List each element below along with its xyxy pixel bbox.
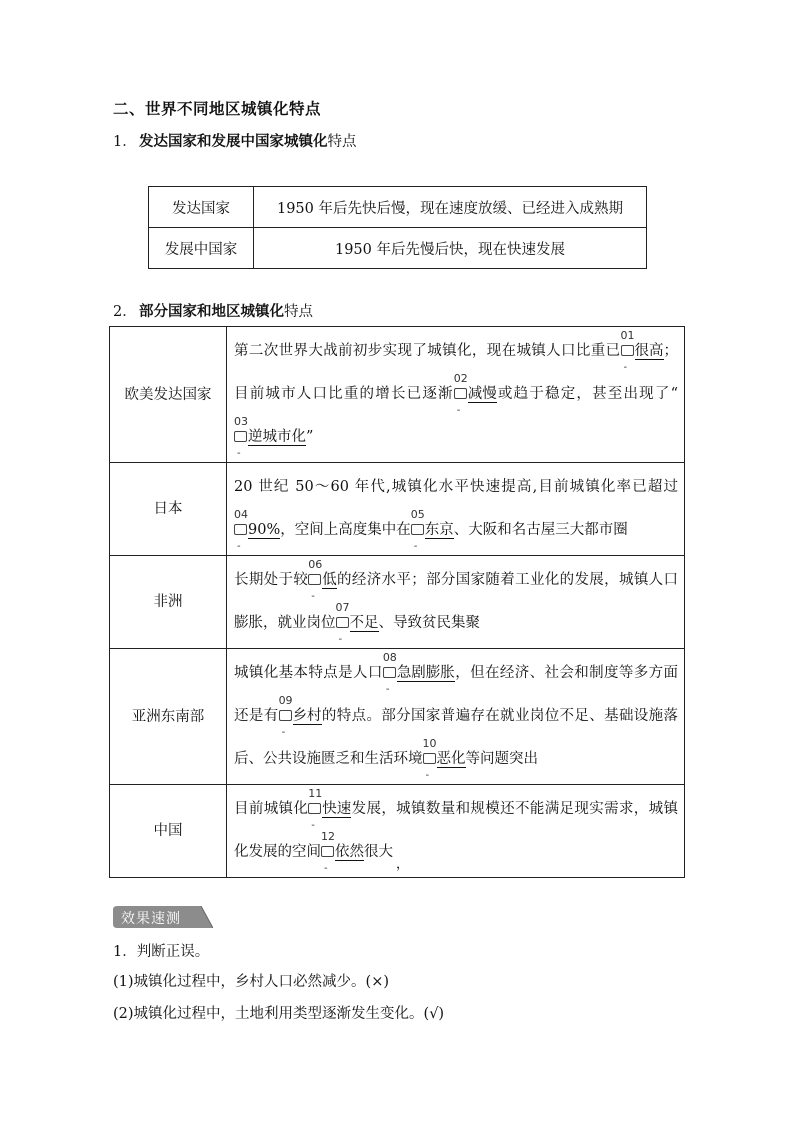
region-content [227,649,685,785]
fill-blank: 06 低 - [308,558,337,602]
region-label: 中国 [110,785,227,878]
quiz-item-2: (2)城镇化过程中，土地利用类型逐渐发生变化。(√) [113,1006,445,1022]
blank-number: 09 [278,694,293,707]
content-text: ；目前城市人口比重的增长已逐渐 [234,343,678,402]
answer-box-icon [234,431,247,442]
comparison-table [148,186,647,269]
region-label: 欧美发达国家 [110,327,227,463]
blank-number: 03 [234,415,248,428]
region-label: 亚洲东南部 [110,649,227,785]
subtitle-1-rest: 特点 [327,134,357,150]
fill-blank: 11 快速 - [308,787,352,831]
blank-answer: 依然 [335,844,364,860]
table-row [110,556,685,649]
fill-blank: 08 急剧膨胀 - [382,651,455,695]
blank-number: 12 [321,830,335,843]
table-row [110,649,685,785]
subtitle-2-rest: 特点 [284,304,313,320]
blank-number: 11 [308,787,323,800]
fill-blank: 02 减慢 - [453,372,497,416]
region-content [227,556,685,649]
regions-table [109,326,685,878]
blank-answer: 逆城市化 [248,429,306,445]
blank-answer: 减慢 [467,386,497,402]
fill-blank: 03 逆城市化 - [234,415,306,459]
blank-answer: 不足 [349,615,379,631]
region-content [227,463,685,556]
fill-blank: 09 乡村 - [278,694,322,738]
content-text: 的特点。部分国家普遍存在就业岗位不足、基础设施落后、公共设施匮乏和生活环境 [234,708,679,767]
blank-number: 04 [234,508,248,521]
content-text: 第二次世界大战前初步实现了城镇化，现在城镇人口比重已 [234,343,621,359]
answer-box-icon [234,524,247,535]
answer-box-icon [423,753,436,764]
quiz-tag [113,906,213,928]
region-label: 日本 [110,463,227,556]
fill-blank: 10 恶化 - [422,737,466,781]
content-text: 目前城镇化 [234,801,309,817]
section-title: 二、世界不同地区城镇化特点 [113,99,322,118]
fill-blank: 07 不足 - [335,601,379,645]
region-content [227,785,685,878]
blank-answer: 恶化 [436,751,466,767]
blank-number: 05 [410,508,425,521]
content-text: 、导致贫民集聚 [378,615,480,631]
fill-blank: 05 东京 - [410,508,454,552]
table-row [149,187,647,228]
content-text: ” [306,429,314,445]
quiz-tag-label: 效果速测 [121,911,181,927]
region-content [227,327,685,463]
answer-box-icon [279,710,292,721]
answer-box-icon [336,617,349,628]
blank-answer: 90% [248,522,281,538]
answer-box-icon [411,524,424,535]
subtitle-1-num: 1． [113,134,137,150]
content-text: 的经济水平；部分国家随着工业化的发展，城镇人口膨胀，就业岗位 [234,572,679,631]
content-text: ，但在经济、社会和制度等多方面还是有 [234,665,679,724]
blank-number: 07 [335,601,350,614]
subtitle-2-num: 2． [113,304,137,320]
blank-answer: 乡村 [292,708,322,724]
content-text: 或趋于稳定，甚至出现了“ [496,386,678,402]
blank-answer: 很高 [634,343,664,359]
table-row [110,463,685,556]
table-row [149,228,647,269]
answer-box-icon [621,345,634,356]
blank-answer: 快速 [322,801,352,817]
quiz-item-1: (1)城镇化过程中，乡村人口必然减少。(×) [113,974,390,990]
content-text: 20 世纪 50～60 年代,城镇化水平快速提高,目前城镇化率已超过 [234,479,678,495]
fill-blank: 04 90% - [234,508,281,552]
stray-comma: ， [396,857,410,872]
answer-box-icon [383,667,396,678]
table-row [110,327,685,463]
content-text: 、大阪和名古屋三大都市圈 [453,522,628,538]
content-text: 城镇化基本特点是人口 [234,665,383,681]
blank-number: 08 [382,651,397,664]
blank-answer: 低 [322,572,337,588]
blank-answer: 东京 [424,522,454,538]
table-cell-label: 发达国家 [149,187,254,228]
blank-answer: 急剧膨胀 [396,665,455,681]
content-text: 等问题突出 [465,751,538,767]
blank-number: 06 [308,558,323,571]
blank-number: 10 [422,737,437,750]
answer-box-icon [321,846,334,857]
table-cell-desc: 1950 年后先慢后快，现在快速发展 [254,228,647,269]
table-cell-label: 发展中国家 [149,228,254,269]
content-text: 很大 [364,844,393,860]
content-text: 发展，城镇数量和规模还不能满足现实需求，城镇化发展的空间 [234,801,679,860]
table-cell-desc: 1950 年后先快后慢，现在速度放缓、已经进入成熟期 [254,187,647,228]
answer-box-icon [308,803,321,814]
subtitle-2 [113,300,313,321]
region-label: 非洲 [110,556,227,649]
answer-box-icon [308,574,321,585]
subtitle-1-bold: 发达国家和发展中国家城镇化 [139,133,328,150]
answer-box-icon [454,388,467,399]
subtitle-1 [113,130,357,151]
content-text: 长期处于较 [234,572,309,588]
content-text: ，空间上高度集中在 [280,522,411,538]
subtitle-2-bold: 部分国家和地区城镇化 [139,303,284,320]
blank-number: 02 [453,372,468,385]
fill-blank: 12 依然 - [321,830,364,874]
fill-blank: 01 很高 - [620,329,664,373]
quiz-question: 1．判断正误。 [113,944,210,960]
blank-number: 01 [620,329,635,342]
